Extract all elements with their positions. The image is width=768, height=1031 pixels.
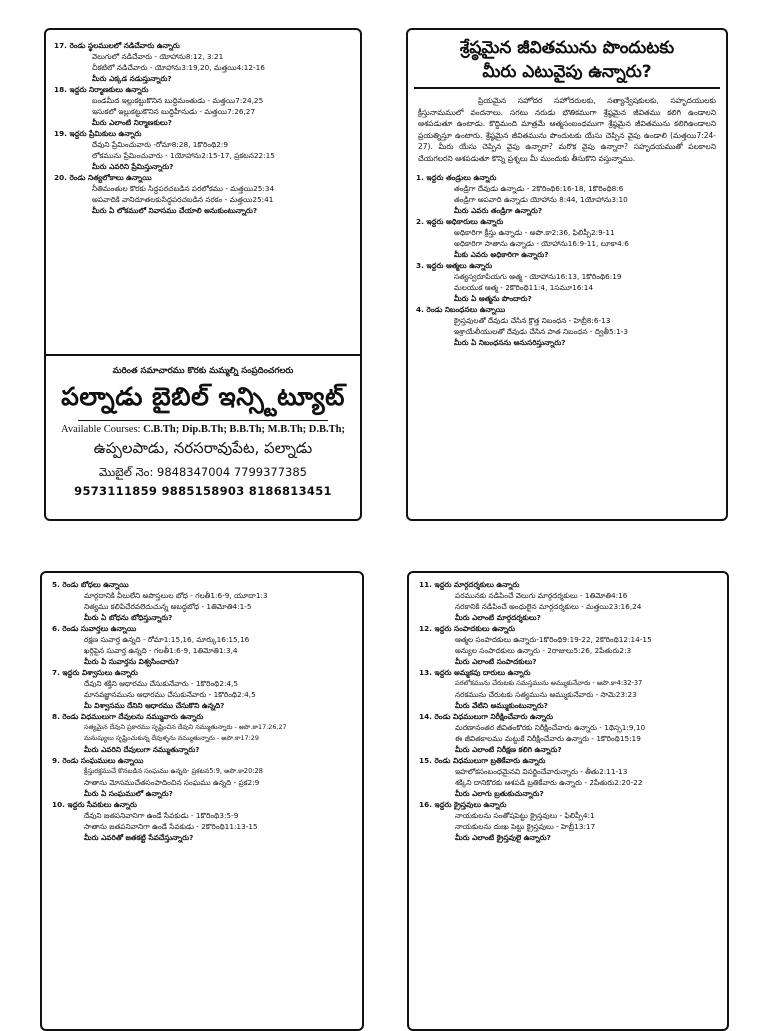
reference-line: అన్యుల సంపాదకులు ఉన్నారు - 2రాజులు5:26, 2పేతురు2:3 [455, 646, 632, 655]
section-heading: 16. ఇద్దరు క్రైస్తవులు ఉన్నారు [419, 800, 507, 809]
section-heading: 6. రెండు సువార్తలు ఉన్నాయి [52, 624, 137, 633]
section-13 [409, 667, 727, 711]
section-question: మీ విశ్వాసము దేనిని ఆధారము చేసుకొని ఉన్నది? [84, 701, 225, 710]
intro-text: ప్రియమైన సహోదర సహోదరులకు, సత్యాన్వేషకులకు, సహృదయులకు క్రీస్తునామములో వందనాలు. సగటు నరుడు భౌతికముగా శ్రేష్ఠమైన జీవితము కలిగి ఉండాలని ఆశపడుతూ ఉంటాడు. కొద్దిమంది మాత్రమే ఆత్మసంబంధముగా శ్రేష్ఠమైన జీవితమును కలిగిఉండాలని ప్రయత్నిస్తూ ఉంటారు. శ్రేష్ఠమైన జీవితమును పొందుటకు యేసు చెప్పిన వైపు ఉండాలి (మత్తయి7:24-27). మీరు యేసు చెప్పిన వైపు ఉన్నారా? మరొక వైపు ఉన్నారా? సహృదయముతో పలకాలని చేయగలరని ఆశపడుతూ కొన్ని ప్రశ్నలు మీ ముందుకు తీసుకొని వస్తున్నాము. [418, 96, 716, 163]
section-question: మీరు ఎలాగు బ్రతుకుచున్నారు? [455, 789, 544, 798]
title-box [414, 34, 720, 89]
reference-line: ఆత్మల సంపాదకులు ఉన్నారు-1కొరింథి9:19-22, 2కొరింథి12:14-15 [455, 635, 652, 644]
reference-line: పరలోకమును చేరుటకు సమస్తమును అమ్ముకునేవారు - అపొ.కా4:32-37 [455, 679, 643, 687]
reference-line: క్రీస్తురక్తముచే కొనబడిన సంఘము ఉన్నది- ప్రకటన5:9, అపొ.కా20:28 [84, 767, 263, 775]
reference-line: నరకమును చేరుటకు సత్యమును అమ్ముకునేవారు - సామె23:23 [455, 690, 637, 699]
section-10 [42, 799, 362, 843]
courses-label: Available Courses: [61, 424, 141, 435]
section-8 [42, 711, 362, 755]
intro-paragraph [408, 89, 726, 168]
section-heading: 3. ఇద్దరు ఆత్మలు ఉన్నారు [416, 261, 493, 270]
panel-bottom-left [40, 571, 364, 1031]
section-3 [408, 260, 726, 304]
section-question: మీరు ఎవరు తండ్రిగా ఉన్నారు? [454, 206, 543, 215]
section-question: మీరు ఎవరిని దేవులుగా నమ్ముతున్నారు? [84, 745, 200, 754]
section-heading: 13. ఇద్దరు అమ్మకపు దారులు ఉన్నారు [419, 668, 531, 677]
reference-line: పరమునకు నడిపించే వెలుగు మార్గదర్శకులు - 1తిమోతి4:16 [455, 591, 628, 600]
section-20 [46, 172, 360, 216]
section-heading: 1. ఇద్దరు తండ్రులు ఉన్నారు [416, 173, 497, 182]
reference-line: ఇశ్రాయేలీయులతో దేవుడు చేసిన పాత నిబంధన - ద్వితీ5:1-3 [454, 327, 629, 336]
reference-line: సత్యమైన దేవుని ప్రకారము సృష్టించిన దేవుని నమ్ముతున్నారు - అపొ.కా17:26,27 [84, 723, 287, 731]
reference-line: బండమీద ఇల్లుకట్టుకొనిన బుద్ధిమంతుడు - మత్తయి7:24,25 [92, 96, 264, 105]
section-question: మీరు ఎలాంటి నిరీక్షణ కలిగి ఉన్నారు? [455, 745, 562, 754]
section-question: మీరు ఎలాంటి క్రైస్తవులై ఉన్నారు? [455, 833, 551, 842]
section-question: మీరు ఎవరితో జతకట్టి సేవచేస్తున్నారు? [84, 833, 194, 842]
reference-line: సాతాను మోసముచేతసంపాదించిన సంఘము ఉన్నది - ప్రక2:9 [84, 778, 260, 787]
section-question: మీరు ఎవరిని ప్రేమిస్తున్నారు? [92, 162, 174, 171]
section-heading: 10. ఇద్దరు సేవకులు ఉన్నారు [52, 800, 137, 809]
reference-line: మరణానంతర జీవితంకొరకు నిరీక్షించేవారు ఉన్నారు - 1థెస్స1:9,10 [455, 723, 646, 732]
reference-line: తండ్రిగా దేవుడు ఉన్నాడు - 2కొరింథి6:16-18, 1కొరింథి8:6 [454, 184, 624, 193]
section-heading: 5. రెండు బోధలు ఉన్నాయి [52, 580, 129, 589]
reference-line: ఇహలోకసంబంధమైనవి విసర్జించేవారున్నారు - తీతు2:11-13 [455, 767, 628, 776]
section-14 [409, 711, 727, 755]
reference-line: ఇసుకలో ఇల్లుకట్టుకొనిన బుద్ధిహీనుడు - మత్తయి7:26,27 [92, 107, 256, 116]
section-question: మీరు ఏ లోకములో నివాసము చేయాలి అనుకుంటున్నారు? [92, 206, 258, 215]
reference-line: అధికారిగా సాతాను ఉన్నాడు - యోహాను16:9-11, లూకా4:6 [454, 239, 629, 248]
section-heading: 12. ఇద్దరు సంపాదకులు ఉన్నారు [419, 624, 516, 633]
section-heading: 17. రెండు స్థలములలో నడిచేవారు ఉన్నారు [54, 41, 180, 50]
question-list [42, 573, 362, 843]
section-heading: 18. ఇద్దరు నిర్మాణకులు ఉన్నారు [54, 85, 149, 94]
institute-name: పల్నాడు బైబిల్ ఇన్స్టిట్యూట్ [61, 382, 345, 411]
reference-line: శక్కిని దానికొరకు ఆశపడి బ్రతికేవారు ఉన్నారు - 2పేతురు2:20-22 [455, 778, 643, 787]
section-11 [409, 579, 727, 623]
reference-line: మనుష్యులు సృష్టించుకున్న దేవుళ్ళను నమ్ముతున్నారు - అపొ.కా17:29 [84, 734, 259, 742]
contact-line: మరింత సమాచారము కొరకు మమ్మల్ని సంప్రదించగలరు [112, 366, 294, 376]
phone-line-1 [46, 465, 360, 482]
section-heading: 4. రెండు నిబంధనలు ఉన్నాయి [416, 305, 506, 314]
divider [46, 354, 360, 356]
reference-line: సాతాను జతపనివానిగా ఉండే సేవకుడు - 2కొరింథి11:13-15 [84, 822, 258, 831]
institute-advert [46, 360, 360, 498]
section-question: మీరు ఎక్కడ నడుస్తున్నారు? [92, 74, 172, 83]
reference-line: ఈ జీవితకాలము మట్టుకే నిరీక్షించేవారు ఉన్నారు - 1కొరింథి15:19 [455, 734, 641, 743]
reference-line: నిత్యము కలిపిచేరవలెదుచున్న అబద్ధబోధ - 1తిమోతి4:1-5 [84, 602, 252, 611]
page-subtitle: మీరు ఎటువైపు ఉన్నారు? [482, 62, 652, 82]
reference-line: దేవుని జతపనివానిగా ఉండే సేవకుడు - 1కొరింథి3:5-9 [84, 811, 239, 820]
reference-line: ఖర్గిపైన సువార్త ఉన్నది - గలతీ1:6-9, 1తిమోతి1:3,4 [84, 646, 238, 655]
reference-line: చీకటిలో నడిచేవారు - యోహాను3:19,20, మత్తయి4:12-16 [92, 63, 265, 72]
section-question: మీరు ఏ సువార్తను విశ్వసించారు? [84, 657, 179, 666]
section-heading: 2. ఇద్దరు అధికారులు ఉన్నారు [416, 217, 504, 226]
courses-list: C.B.Th; Dip.B.Th; B.B.Th; M.B.Th; D.B.Th; [143, 424, 345, 435]
section-question: మీరు ఏ బోధను బోధిస్తున్నారు? [84, 613, 173, 622]
reference-line: మానవజ్ఞానమును ఆధారము చేసుకునేవారు - 1కొరింథి2:4,5 [84, 690, 256, 699]
divider [78, 420, 328, 421]
section-question: మీరు ఏ ఆత్మను పొందారు? [454, 294, 532, 303]
section-17 [46, 40, 360, 84]
section-18 [46, 84, 360, 128]
panel-top-left [44, 28, 362, 521]
reference-line: నాయకులను దుఃఖ పెట్టు క్రైస్తవులు - హెబ్రీ13:17 [455, 822, 596, 831]
reference-line: క్రైస్తవులతో దేవుడు చేసిన క్రొత్త నిబంధన - హెబ్రీ8:6-13 [454, 316, 611, 325]
section-heading: 7. ఇద్దరు విశ్వాసులు ఉన్నారు [52, 668, 138, 677]
reference-line: వెలుగులో నడిచేవారు - యోహాను8:12, 3:21 [92, 52, 224, 61]
reference-line: నీతిమంతుల కొరకు సిద్ధపరచబడిన పరలోకము - మత్తయి25:34 [92, 184, 275, 193]
institute-address: ఉప్పలపాడు, నరసరావుపేట, పల్నాడు [93, 439, 313, 457]
section-heading: 8. రెండు విధములుగా దేవులను నమ్మువారు ఉన్నారు [52, 712, 204, 721]
section-heading: 20. రెండు నిత్యలోకాలు ఉన్నాయి [54, 173, 152, 182]
page-title: శ్రేష్ఠమైన జీవితమును పొందుటకు [459, 38, 675, 58]
phone-numbers: 9848347004 7799377385 [157, 465, 307, 479]
question-list [408, 168, 726, 348]
section-12 [409, 623, 727, 667]
section-heading: 14. రెండు విధములుగా నిరీక్షించేవారు ఉన్నారు [419, 712, 553, 721]
phone-label: మొబైల్ నెం: [98, 465, 154, 479]
reference-line: మలయుక ఆత్మ - 2కొరింథి11:4, 1సమూ16:14 [454, 283, 594, 292]
section-heading: 11. ఇద్దరు మార్గదర్శకులు ఉన్నారు [419, 580, 520, 589]
section-question: మీరు ఏ నిబంధనను అనుసరిస్తున్నారు? [454, 338, 566, 347]
section-9 [42, 755, 362, 799]
section-question: మీరు వేటిని అమ్ముకుంటున్నారు? [455, 701, 548, 710]
reference-line: దేవుని శక్తిని ఆధారము చేసుకునేవారు - 1కొరింథి2:4,5 [84, 679, 239, 688]
section-1 [408, 172, 726, 216]
section-4 [408, 304, 726, 348]
section-5 [42, 579, 362, 623]
section-6 [42, 623, 362, 667]
reference-line: అపవాదికి వానిదూతలకుసిద్ధపరచబడిన నరకం - మత్తయి25:41 [92, 195, 274, 204]
courses-line [46, 424, 360, 435]
reference-line: అధికారిగా క్రీస్తు ఉన్నాడు - అపొ.కా2:36, ఫిలిప్పీ2:9-11 [454, 228, 615, 237]
phone-line-2: 9573111859 9885158903 8186813451 [74, 484, 332, 498]
section-question: మీరు ఏ సంఘములో ఉన్నారు? [84, 789, 173, 798]
reference-line: నరకానికి నడిపించే అంధులైన మార్గదర్శకులు - మత్తయి23:16,24 [455, 602, 642, 611]
panel-top-right [406, 28, 728, 521]
section-16 [409, 799, 727, 843]
section-15 [409, 755, 727, 799]
reference-line: లోకమును ప్రేమించువారు - 1యోహాను2:15-17, ప్రకటన22:15 [92, 151, 275, 160]
reference-line: రక్షణ సువార్త ఉన్నది - రోమా1:15,16, మార్కు16:15,16 [84, 635, 250, 644]
question-list [409, 573, 727, 843]
section-2 [408, 216, 726, 260]
section-heading: 15. రెండు విధములుగా బ్రతికేవారు ఉన్నారు [419, 756, 546, 765]
section-heading: 19. ఇద్దరు ప్రేమికులు ఉన్నారు [54, 129, 142, 138]
reference-line: తండ్రిగా అపవాది ఉన్నాడు యోహాను 8:44, 1యోహాను3:10 [454, 195, 628, 204]
section-question: మీరు ఎలాంటి నిర్మాణకులు? [92, 118, 172, 127]
section-question: మీరు ఎలాంటి సంపాదకులు? [455, 657, 537, 666]
question-list [46, 30, 360, 216]
panel-bottom-right [407, 571, 729, 1031]
section-19 [46, 128, 360, 172]
section-heading: 9. రెండు సంఘములు ఉన్నాయి [52, 756, 144, 765]
reference-line: దేవుని ప్రేమించువారు -రోమా8:28, 1కొరింథి2:9 [92, 140, 228, 149]
section-question: మీరు ఎలాంటి మార్గదర్శకులు? [455, 613, 541, 622]
section-question: మీకు ఎవరు అధికారిగా ఉన్నారు? [454, 250, 549, 259]
section-7 [42, 667, 362, 711]
reference-line: నాయకులను సంతోషపెట్టు క్రైస్తవులు - ఫిలిప్పీ4:1 [455, 811, 595, 820]
reference-line: సత్యస్వరూపియగు ఆత్మ - యోహాను16:13, 1కొరింథి6:19 [454, 272, 622, 281]
reference-line: మార్గదానికి వీలులేని అపొస్తలుల బోధ - గలతీ1:6-9, యూదా1:3 [84, 591, 268, 600]
